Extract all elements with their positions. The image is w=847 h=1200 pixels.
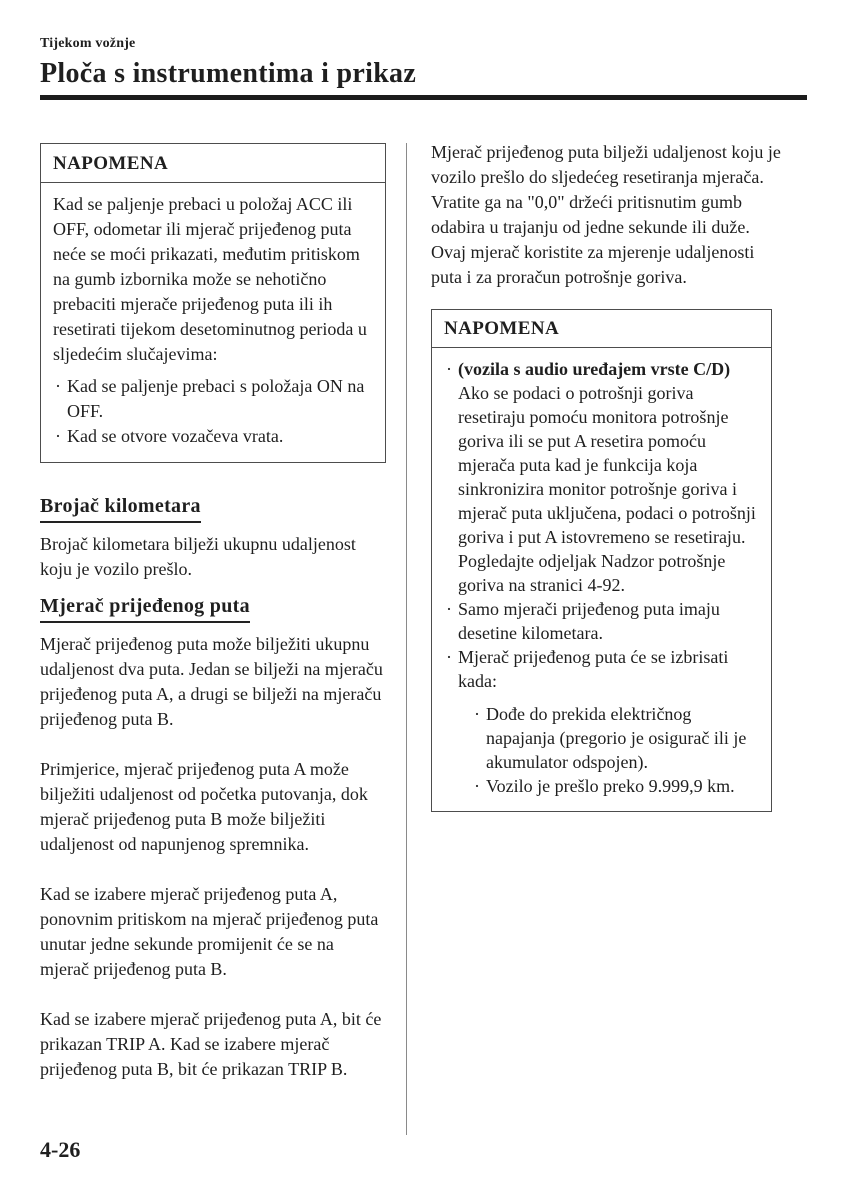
paragraph: Kad se izabere mjerač prijeđenog puta A, ponovnim pritiskom na mjerač prijeđenog puta unutar jedne sekunde promijenit će se na mjerač prijeđenog puta B. [40, 884, 379, 979]
note-title: NAPOMENA [41, 144, 385, 183]
bullet-list [53, 374, 373, 449]
bullet-item [53, 374, 373, 424]
bullet-text [458, 645, 759, 798]
section-tripmeter [40, 594, 386, 1082]
note-body [41, 183, 385, 462]
bullet-text: Kad se otvore vozačeva vrata. [67, 426, 284, 446]
bullet-body-text: Mjerač prijeđenog puta će se izbrisati kada: [458, 647, 729, 691]
chapter-label: Tijekom vožnje [40, 36, 136, 51]
sub-bullet-item [472, 774, 759, 798]
left-column [40, 143, 386, 1107]
bullet-marker: · [446, 599, 452, 619]
right-column [431, 140, 789, 812]
sub-bullet-list [472, 702, 759, 798]
section-odometer [40, 494, 386, 582]
paragraph: Kad se izabere mjerač prijeđenog puta A, bit će prikazan TRIP A. Kad se izabere mjerač prijeđenog puta B, bit će prikazan TRIP B. [40, 1009, 382, 1079]
section-heading: Mjerač prijeđenog puta [40, 594, 250, 623]
header-rule [40, 95, 807, 100]
note-paragraph: Kad se paljenje prebaci u položaj ACC ili OFF, odometar ili mjerač prijeđenog puta neće se moći prikazati, međutim pritiskom na gumb izbornika može se nehotično prebaciti mjerače prijeđenog puta ili ih resetirati tijekom desetominutnog perioda u sljedećim slučajevima: [53, 194, 367, 364]
bullet-item [444, 597, 759, 645]
bullet-item [444, 645, 759, 798]
bullet-reference-text: Pogledajte odjeljak Nadzor potrošnje goriva na stranici 4-92. [458, 551, 726, 595]
bullet-text [458, 357, 759, 597]
intro-paragraph: Mjerač prijeđenog puta bilježi udaljenost koju je vozilo prešlo do sljedećeg resetiranja mjerača. Vratite ga na "0,0" držeći pritisnutim gumb odabira u trajanju od jedne sekunde ili duže. Ovaj mjerač koristite za mjerenje udaljenosti puta i za proračun potrošnje goriva. [431, 142, 781, 287]
bullet-item [53, 424, 373, 449]
page-footer [40, 1137, 80, 1163]
column-divider [406, 143, 407, 1135]
note-box-right [431, 309, 772, 812]
bullet-text: Samo mjerači prijeđenog puta imaju desetine kilometara. [458, 599, 720, 643]
bullet-marker: · [474, 776, 480, 796]
bullet-marker: · [446, 359, 452, 379]
bullet-marker: · [446, 647, 452, 667]
page-number: 4-26 [40, 1137, 81, 1162]
bullet-bold-lead: (vozila s audio uređajem vrste C/D) [458, 359, 731, 379]
bullet-marker: · [474, 704, 480, 724]
paragraph: Brojač kilometara bilježi ukupnu udaljenost koju je vozilo prešlo. [40, 534, 356, 579]
note-body [432, 348, 771, 811]
paragraph: Mjerač prijeđenog puta može bilježiti ukupnu udaljenost dva puta. Jedan se bilježi na mjeraču prijeđenog puta A, a drugi se bilježi na mjeraču prijeđenog puta B. [40, 634, 383, 729]
note-title: NAPOMENA [432, 310, 771, 348]
bullet-text: Kad se paljenje prebaci s položaja ON na OFF. [67, 376, 365, 421]
bullet-marker: · [55, 376, 61, 396]
section-heading: Brojač kilometara [40, 494, 201, 523]
bullet-text: Vozilo je prešlo preko 9.999,9 km. [486, 776, 735, 796]
note-box-left [40, 143, 386, 463]
page-title: Ploča s instrumentima i prikaz [40, 58, 417, 89]
bullet-marker: · [55, 426, 61, 446]
page-header [40, 36, 807, 90]
bullet-item [444, 357, 759, 597]
bullet-body-text: Ako se podaci o potrošnji goriva resetiraju pomoću monitora potrošnje goriva ili se put A resetira pomoću mjerača puta kad je funkcija koja sinkronizira monitor potrošnje goriva i mjerač puta uključena, podaci o potrošnji goriva i put A istovremeno se resetiraju. [458, 383, 756, 547]
paragraph: Primjerice, mjerač prijeđenog puta A može bilježiti udaljenost od početka putovanja, dok mjerač prijeđenog puta B može bilježiti udaljenost od napunjenog spremnika. [40, 759, 368, 854]
sub-bullet-item [472, 702, 759, 774]
bullet-text: Dođe do prekida električnog napajanja (pregorio je osigurač ili je akumulator odspojen). [486, 704, 747, 772]
